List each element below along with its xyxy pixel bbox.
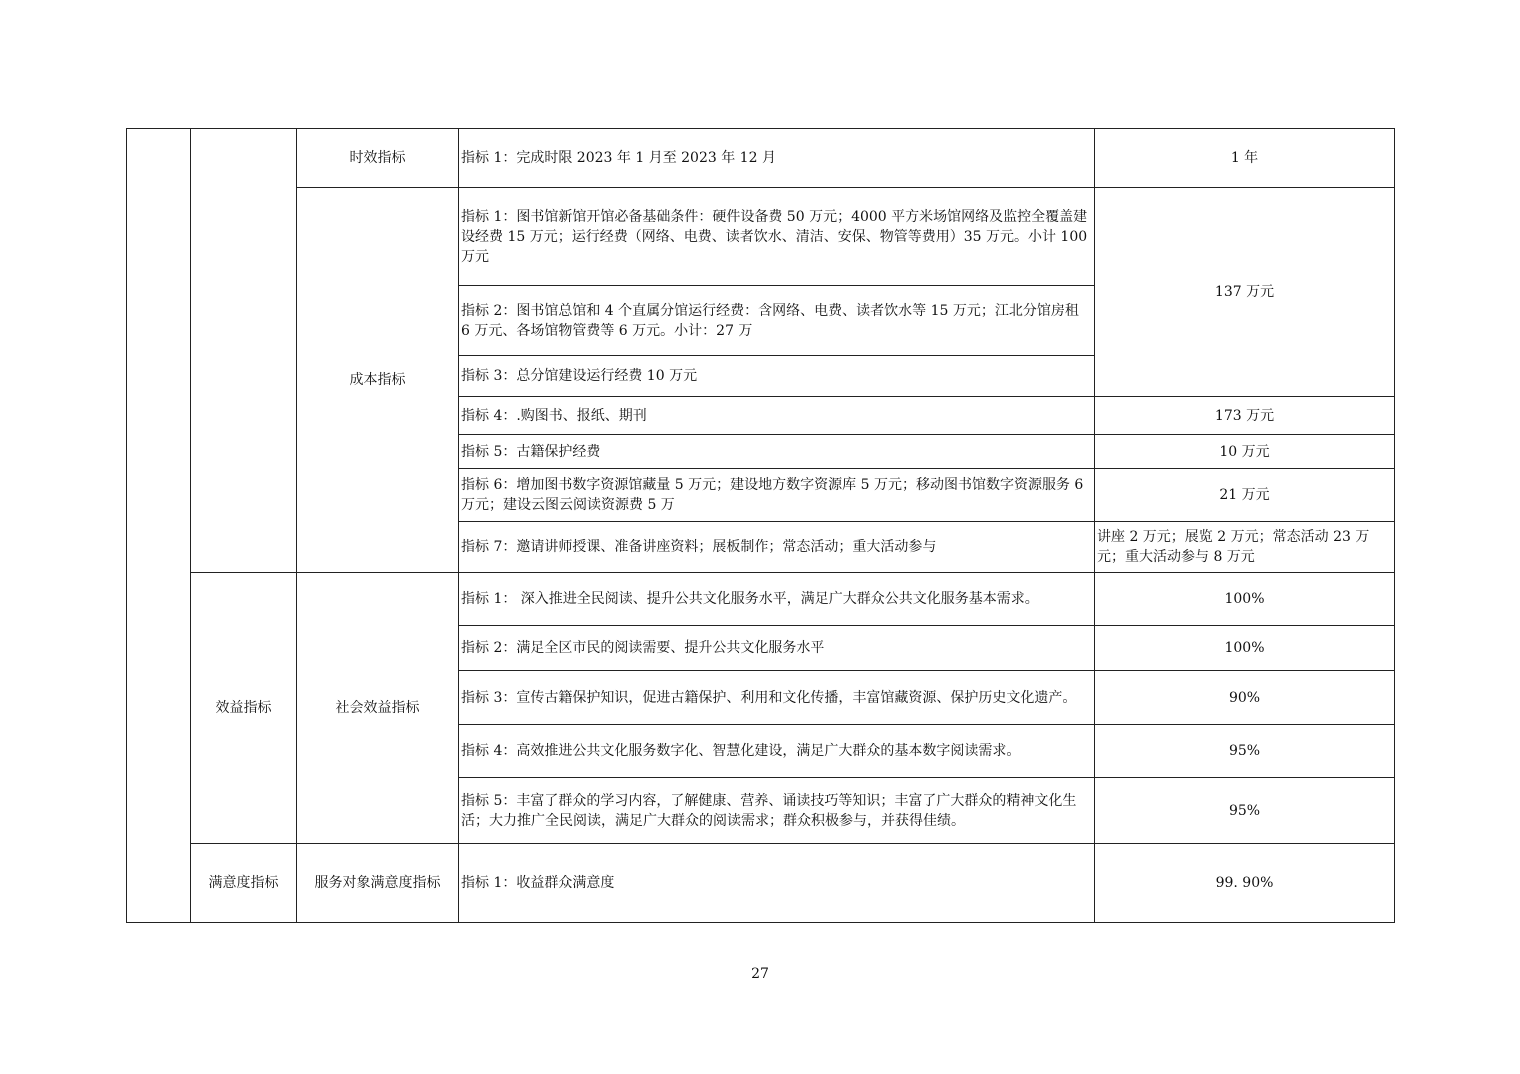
indicator-value: 137 万元 xyxy=(1095,188,1395,397)
indicator-text: 指标 3：总分馆建设运行经费 10 万元 xyxy=(459,356,1095,397)
indicator-value: 100% xyxy=(1095,573,1395,626)
indicator-value: 21 万元 xyxy=(1095,469,1395,522)
table-row xyxy=(127,844,1395,923)
indicator-value: 100% xyxy=(1095,626,1395,671)
indicator-text: 指标 1：图书馆新馆开馆必备基础条件：硬件设备费 50 万元；4000 平方米场馆网络及监控全覆盖建设经费 15 万元；运行经费（网络、电费、读者饮水、清洁、安保、物管等费用）35 万元。小计 100 万元 xyxy=(459,188,1095,286)
indicator-text: 指标 1：完成时限 2023 年 1 月至 2023 年 12 月 xyxy=(459,129,1095,188)
indicator-value: 95% xyxy=(1095,725,1395,778)
indicator-value: 99. 90% xyxy=(1095,844,1395,923)
cost-indicator-label: 成本指标 xyxy=(297,188,459,573)
table-row xyxy=(127,188,1395,286)
indicator-value: 1 年 xyxy=(1095,129,1395,188)
indicator-text: 指标 2：满足全区市民的阅读需要、提升公共文化服务水平 xyxy=(459,626,1095,671)
table-row xyxy=(127,129,1395,188)
indicator-value: 10 万元 xyxy=(1095,435,1395,469)
indicator-text: 指标 5：丰富了群众的学习内容，了解健康、营养、诵读技巧等知识；丰富了广大群众的精神文化生活；大力推广全民阅读，满足广大群众的阅读需求；群众积极参与，并获得佳绩。 xyxy=(459,778,1095,844)
page-number: 27 xyxy=(751,966,769,982)
indicator-text: 指标 5：古籍保护经费 xyxy=(459,435,1095,469)
indicator-text: 指标 2：图书馆总馆和 4 个直属分馆运行经费：含网络、电费、读者饮水等 15 万元；江北分馆房租 6 万元、各场馆物管费等 6 万元。小计：27 万 xyxy=(459,286,1095,356)
timeliness-indicator-label: 时效指标 xyxy=(297,129,459,188)
table-row xyxy=(127,573,1395,626)
benefit-indicator-label: 效益指标 xyxy=(191,573,297,844)
indicator-value: 173 万元 xyxy=(1095,397,1395,435)
indicator-text: 指标 3：宣传古籍保护知识，促进古籍保护、利用和文化传播，丰富馆藏资源、保护历史文化遗产。 xyxy=(459,671,1095,725)
indicator-text: 指标 1： 深入推进全民阅读、提升公共文化服务水平，满足广大群众公共文化服务基本需求。 xyxy=(459,573,1095,626)
social-benefit-indicator-label: 社会效益指标 xyxy=(297,573,459,844)
indicator-text: 指标 7：邀请讲师授课、准备讲座资料；展板制作；常态活动；重大活动参与 xyxy=(459,522,1095,573)
indicator-text: 指标 1：收益群众满意度 xyxy=(459,844,1095,923)
second-level-cell-output xyxy=(191,129,297,573)
indicator-text: 指标 4：.购图书、报纸、期刊 xyxy=(459,397,1095,435)
satisfaction-indicator-label: 满意度指标 xyxy=(191,844,297,923)
indicator-value: 讲座 2 万元；展览 2 万元；常态活动 23 万元；重大活动参与 8 万元 xyxy=(1095,522,1395,573)
indicator-value: 90% xyxy=(1095,671,1395,725)
performance-indicator-table xyxy=(126,128,1395,923)
indicator-text: 指标 6：增加图书数字资源馆藏量 5 万元；建设地方数字资源库 5 万元；移动图书馆数字资源服务 6 万元；建设云图云阅读资源费 5 万 xyxy=(459,469,1095,522)
indicator-text: 指标 4：高效推进公共文化服务数字化、智慧化建设，满足广大群众的基本数字阅读需求。 xyxy=(459,725,1095,778)
indicator-value: 95% xyxy=(1095,778,1395,844)
first-level-cell xyxy=(127,129,191,923)
service-satisfaction-indicator-label: 服务对象满意度指标 xyxy=(297,844,459,923)
